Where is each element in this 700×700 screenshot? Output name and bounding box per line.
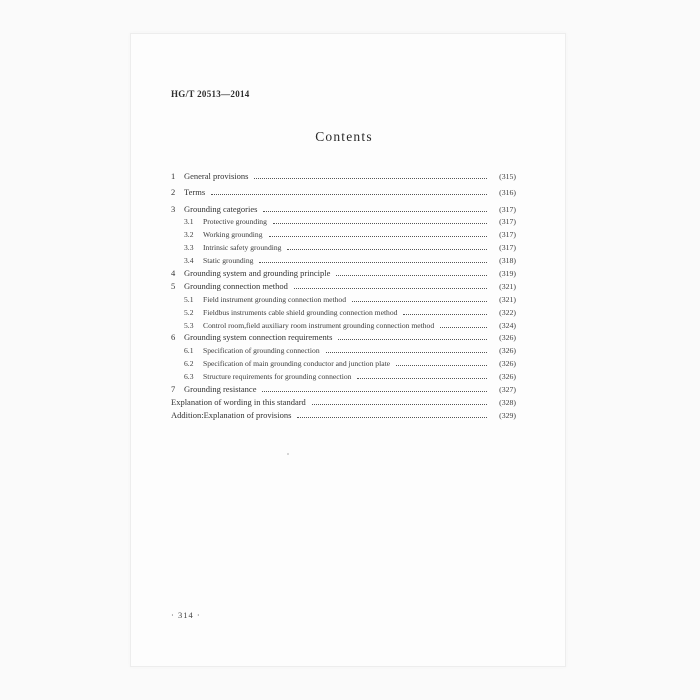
- toc-entry-label: Grounding system and grounding principle: [184, 267, 331, 278]
- toc-entry-page: (326): [499, 333, 516, 343]
- toc-row: [171, 317, 516, 330]
- toc-row: [171, 265, 516, 278]
- toc-row: [171, 291, 516, 304]
- toc-entry-label: Grounding system connection requirements: [184, 332, 333, 343]
- toc-entry-page: (316): [499, 188, 516, 197]
- toc-entry-label: Fieldbus instruments cable shield grounding connection method: [203, 307, 398, 317]
- toc-entry-page: (315): [499, 171, 516, 181]
- toc-row: [171, 197, 516, 214]
- toc-entry-number: 5.3: [184, 320, 194, 330]
- toc-entry-label: Specification of main grounding conductor and junction plate: [203, 359, 391, 369]
- page-title: Contents: [315, 129, 373, 144]
- toc-row: [171, 355, 516, 368]
- toc-entry-page: (326): [499, 346, 516, 356]
- toc-entry-label: Terms: [184, 187, 206, 197]
- toc-entry-page: (328): [499, 397, 516, 407]
- toc-entry-page: (317): [499, 204, 516, 214]
- toc-entry-number: 6: [171, 332, 176, 343]
- toc-row: [171, 181, 516, 198]
- toc-entry-page: (321): [499, 294, 516, 304]
- toc-entry-number: 3.2: [184, 230, 194, 240]
- toc-entry-page: (326): [499, 359, 516, 369]
- toc-entry-label: Specification of grounding connection: [203, 346, 320, 356]
- toc-entry-page: (329): [499, 410, 516, 420]
- toc-row: [171, 330, 516, 343]
- toc-entry-label: Explanation of wording in this standard: [171, 396, 306, 407]
- dotted-leader: [262, 391, 487, 392]
- dotted-leader: [312, 404, 487, 405]
- dotted-leader: [336, 275, 487, 276]
- toc-entry-label: Addition:Explanation of provisions: [171, 409, 292, 420]
- toc-entry-number: 3.4: [184, 256, 194, 266]
- dotted-leader: [297, 417, 487, 418]
- toc-entry-number: 2: [171, 187, 176, 197]
- toc-entry-number: 6.1: [184, 346, 194, 356]
- toc-entry-number: 5: [171, 280, 176, 291]
- toc-entry-number: 3.3: [184, 243, 194, 253]
- dotted-leader: [326, 352, 487, 353]
- footer-page-number: · 314 ·: [171, 610, 201, 620]
- scan-speck: [287, 453, 289, 455]
- toc-entry-number: 4: [171, 267, 176, 278]
- toc-entry-label: Working grounding: [203, 230, 263, 240]
- toc-entry-number: 5.1: [184, 294, 194, 304]
- toc-row: [171, 304, 516, 317]
- toc-entry-number: 3.1: [184, 217, 194, 227]
- toc-row: [171, 278, 516, 291]
- toc-entry-page: (319): [499, 268, 516, 278]
- toc-entry-label: General provisions: [184, 170, 249, 181]
- toc-row: [171, 381, 516, 394]
- toc-entry-page: (321): [499, 281, 516, 291]
- toc-entry-number: 1: [171, 170, 176, 181]
- toc-entry-number: 7: [171, 383, 176, 394]
- toc-entry-page: (322): [499, 307, 516, 317]
- toc-entry-label: Intrinsic safety grounding: [203, 243, 282, 253]
- toc-entry-label: Grounding categories: [184, 203, 258, 214]
- toc-entry-page: (324): [499, 320, 516, 330]
- toc-entry-label: Grounding connection method: [184, 280, 288, 291]
- toc-entry-page: (326): [499, 372, 516, 382]
- dotted-leader: [211, 194, 487, 195]
- toc-row: [171, 226, 516, 239]
- toc-entry-label: Static grounding: [203, 256, 254, 266]
- toc-entry-label: Grounding resistance: [184, 383, 257, 394]
- dotted-leader: [352, 301, 487, 302]
- toc-entry-label: Protective grounding: [203, 217, 267, 227]
- dotted-leader: [357, 378, 487, 379]
- toc-row: [171, 239, 516, 252]
- toc-row: [171, 394, 516, 407]
- dotted-leader: [273, 223, 487, 224]
- dotted-leader: [259, 262, 487, 263]
- dotted-leader: [396, 365, 487, 366]
- toc-row: [171, 407, 516, 420]
- toc-entry-number: 5.2: [184, 307, 194, 317]
- toc-list: [171, 164, 516, 420]
- dotted-leader: [287, 249, 487, 250]
- dotted-leader: [269, 236, 488, 237]
- toc-entry-label: Control room,field auxiliary room instrument grounding connection method: [203, 320, 435, 330]
- toc-entry-page: (318): [499, 256, 516, 266]
- toc-entry-label: Field instrument grounding connection method: [203, 294, 346, 304]
- toc-row: [171, 164, 516, 181]
- toc-entry-number: 6.3: [184, 372, 194, 382]
- document-page: [130, 33, 566, 667]
- toc-row: [171, 214, 516, 227]
- dotted-leader: [294, 288, 487, 289]
- standard-number-header: HG/T 20513—2014: [171, 89, 250, 99]
- toc-entry-page: (317): [499, 243, 516, 253]
- toc-row: [171, 342, 516, 355]
- dotted-leader: [254, 178, 487, 179]
- toc-entry-number: 6.2: [184, 359, 194, 369]
- toc-entry-number: 3: [171, 203, 176, 214]
- toc-entry-page: (327): [499, 384, 516, 394]
- toc-entry-page: (317): [499, 217, 516, 227]
- toc-row: [171, 368, 516, 381]
- dotted-leader: [338, 339, 487, 340]
- dotted-leader: [440, 327, 487, 328]
- toc-entry-page: (317): [499, 230, 516, 240]
- toc-row: [171, 252, 516, 265]
- dotted-leader: [263, 211, 487, 212]
- dotted-leader: [403, 314, 487, 315]
- toc-entry-label: Structure requirements for grounding connection: [203, 372, 352, 382]
